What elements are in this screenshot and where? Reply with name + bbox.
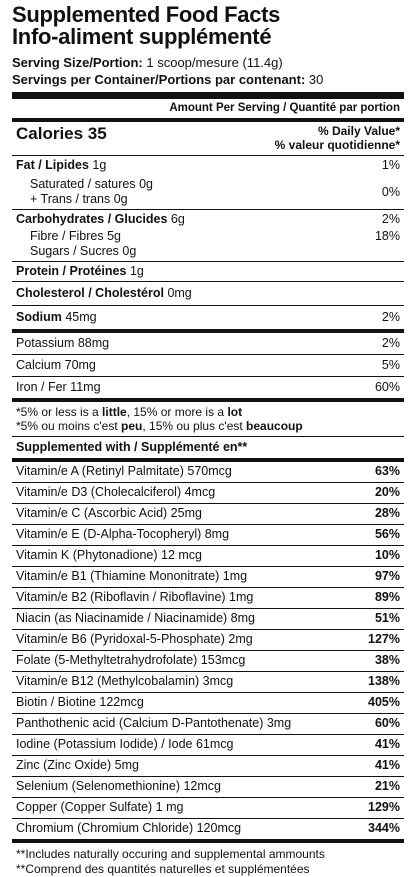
note-french: [16, 419, 400, 433]
carbohydrates-label: Carbohydrates / Glucides: [16, 212, 168, 226]
vitamin-pct: 51%: [374, 611, 400, 625]
servings-per-container: [12, 71, 404, 88]
mineral-row: [12, 355, 404, 376]
trans-fat: + Trans / trans 0g: [30, 192, 128, 206]
protein-amount: 1g: [129, 264, 144, 278]
vitamin-label: Folate (5-Methyltetrahydrofolate) 153mcg: [16, 653, 246, 667]
note-english: [16, 405, 400, 419]
note-text: *5% ou moins c'est: [16, 419, 122, 433]
serving-size: [12, 54, 404, 71]
sodium-label: Sodium: [16, 310, 62, 324]
vitamin-label: Biotin / Biotine 122mcg: [16, 695, 144, 709]
calcium-label: Calcium 70mg: [16, 358, 96, 372]
vitamin-pct: 10%: [374, 548, 400, 562]
vitamin-pct: 63%: [374, 464, 400, 478]
sodium-amount: 45mg: [65, 310, 97, 324]
fat-row: [12, 156, 404, 175]
saturated-trans-pct: 0%: [381, 184, 400, 199]
carbohydrates-row: [12, 210, 404, 229]
vitamin-label: Chromium (Chromium Chloride) 120mcg: [16, 821, 242, 835]
note-emphasis: beaucoup: [246, 419, 303, 433]
note-text: , 15% or more is a: [126, 405, 228, 419]
footnote-english: **Includes naturally occuring and supplemental ammounts: [16, 847, 325, 861]
vitamin-row: [12, 608, 404, 629]
calories: Calories 35: [16, 124, 107, 143]
cholesterol-amount: 0mg: [167, 286, 192, 300]
vitamin-row: [12, 503, 404, 524]
fat-sub-group: [12, 175, 404, 209]
servings-value: 30: [308, 72, 324, 87]
vitamin-row: [12, 734, 404, 755]
vitamin-row: [12, 482, 404, 503]
vitamin-label: Zinc (Zinc Oxide) 5mg: [16, 758, 139, 772]
supplemented-header: Supplemented with / Supplémenté en**: [16, 440, 248, 454]
sodium-pct: 2%: [381, 310, 400, 324]
vitamin-row: [12, 755, 404, 776]
daily-value-french: % valeur quotidienne*: [274, 138, 400, 152]
mineral-row: [12, 333, 404, 354]
vitamin-pct: 28%: [374, 506, 400, 520]
vitamin-label: Copper (Copper Sulfate) 1 mg: [16, 800, 184, 814]
vitamin-row: [12, 462, 404, 482]
vitamin-row: [12, 818, 404, 839]
cholesterol-label: Cholesterol / Cholestérol: [16, 286, 164, 300]
carbohydrates-pct: 2%: [381, 212, 400, 226]
vitamin-pct: 127%: [368, 632, 400, 646]
vitamin-label: Vitamin/e E (D-Alpha-Tocopheryl) 8mg: [16, 527, 230, 541]
vitamin-row: [12, 524, 404, 545]
vitamin-row: [12, 713, 404, 734]
vitamin-pct: 344%: [368, 821, 400, 835]
serving-size-label: Serving Size/Portion:: [12, 55, 143, 70]
title-french: Info-aliment supplémenté: [12, 24, 272, 49]
vitamin-pct: 56%: [374, 527, 400, 541]
vitamin-row: [12, 566, 404, 587]
vitamin-label: Vitamin K (Phytonadione) 12 mcg: [16, 548, 202, 562]
note-emphasis: lot: [227, 405, 243, 419]
sugars-row: [12, 244, 404, 261]
footnote: [12, 843, 404, 877]
note-emphasis: little: [102, 405, 127, 419]
saturated-fat: Saturated / satures 0g: [30, 177, 153, 191]
vitamin-pct: 21%: [374, 779, 400, 793]
potassium-pct: 2%: [381, 336, 400, 350]
note-text: , 15% ou plus c'est: [142, 419, 247, 433]
potassium-label: Potassium 88mg: [16, 336, 110, 350]
daily-value-english: % Daily Value*: [317, 124, 400, 138]
vitamin-label: Vitamin/e B1 (Thiamine Mononitrate) 1mg: [16, 569, 248, 583]
amount-per-serving-header: Amount Per Serving / Quantité par portion: [169, 102, 400, 114]
iron-pct: 60%: [374, 380, 400, 394]
vitamin-row: [12, 587, 404, 608]
protein-label: Protein / Protéines: [16, 264, 127, 278]
calcium-pct: 5%: [381, 358, 400, 372]
fat-pct: 1%: [381, 158, 400, 172]
vitamin-row: [12, 629, 404, 650]
vitamin-label: Vitamin/e C (Ascorbic Acid) 25mg: [16, 506, 202, 520]
vitamin-label: Vitamin/e D3 (Cholecalciferol) 4mcg: [16, 485, 216, 499]
note-text: *5% or less is a: [16, 405, 103, 419]
daily-value-note: [12, 402, 404, 436]
cholesterol-row: [12, 282, 404, 305]
footnote-french: **Comprend des quantités naturelles et supplémentées: [16, 862, 310, 876]
sodium-row: [12, 306, 404, 329]
vitamin-row: [12, 671, 404, 692]
vitamin-row: [12, 692, 404, 713]
vitamin-pct: 138%: [368, 674, 400, 688]
serving-size-value: 1 scoop/mesure (11.4g): [146, 55, 283, 70]
vitamin-pct: 60%: [374, 716, 400, 730]
protein-row: [12, 262, 404, 281]
fibre-label: Fibre / Fibres 5g: [30, 229, 122, 243]
iron-label: Iron / Fer 11mg: [16, 380, 101, 394]
sugars-label: Sugars / Sucres 0g: [30, 244, 137, 258]
vitamin-row: [12, 650, 404, 671]
vitamin-label: Vitamin/e B12 (Methylcobalamin) 3mcg: [16, 674, 234, 688]
vitamin-label: Selenium (Selenomethionine) 12mcg: [16, 779, 221, 793]
vitamin-label: Panthothenic acid (Calcium D-Pantothenate) 3mg: [16, 716, 292, 730]
vitamin-row: [12, 797, 404, 818]
vitamin-row: [12, 545, 404, 566]
vitamin-label: Vitamin/e B2 (Riboflavin / Riboflavine) 1mg: [16, 590, 254, 604]
fibre-pct: 18%: [374, 229, 400, 243]
vitamin-label: Vitamin/e B6 (Pyridoxal-5-Phosphate) 2mg: [16, 632, 253, 646]
fat-label: Fat / Lipides: [16, 158, 89, 172]
title-english: Supplemented Food Facts: [12, 2, 281, 27]
vitamin-pct: 20%: [374, 485, 400, 499]
calories-row: [12, 122, 404, 155]
divider-thick: [12, 92, 404, 99]
vitamin-pct: 405%: [368, 695, 400, 709]
vitamin-label: Vitamin/e A (Retinyl Palmitate) 570mcg: [16, 464, 232, 478]
fibre-row: [12, 229, 404, 244]
carbohydrates-amount: 6g: [170, 212, 185, 226]
fat-amount: 1g: [92, 158, 107, 172]
vitamin-label: Iodine (Potassium Iodide) / Iode 61mcg: [16, 737, 234, 751]
vitamin-list: [12, 462, 404, 839]
servings-label: Servings per Container/Portions par contenant:: [12, 72, 306, 87]
vitamin-pct: 129%: [368, 800, 400, 814]
supplement-facts-label: [12, 4, 404, 877]
vitamin-label: Niacin (as Niacinamide / Niacinamide) 8mg: [16, 611, 255, 625]
vitamin-pct: 97%: [374, 569, 400, 583]
daily-value-header: [275, 124, 400, 152]
mineral-row: [12, 377, 404, 398]
vitamin-row: [12, 776, 404, 797]
note-emphasis: peu: [121, 419, 143, 433]
vitamin-pct: 89%: [374, 590, 400, 604]
vitamin-pct: 38%: [374, 653, 400, 667]
vitamin-pct: 41%: [374, 758, 400, 772]
vitamin-pct: 41%: [374, 737, 400, 751]
